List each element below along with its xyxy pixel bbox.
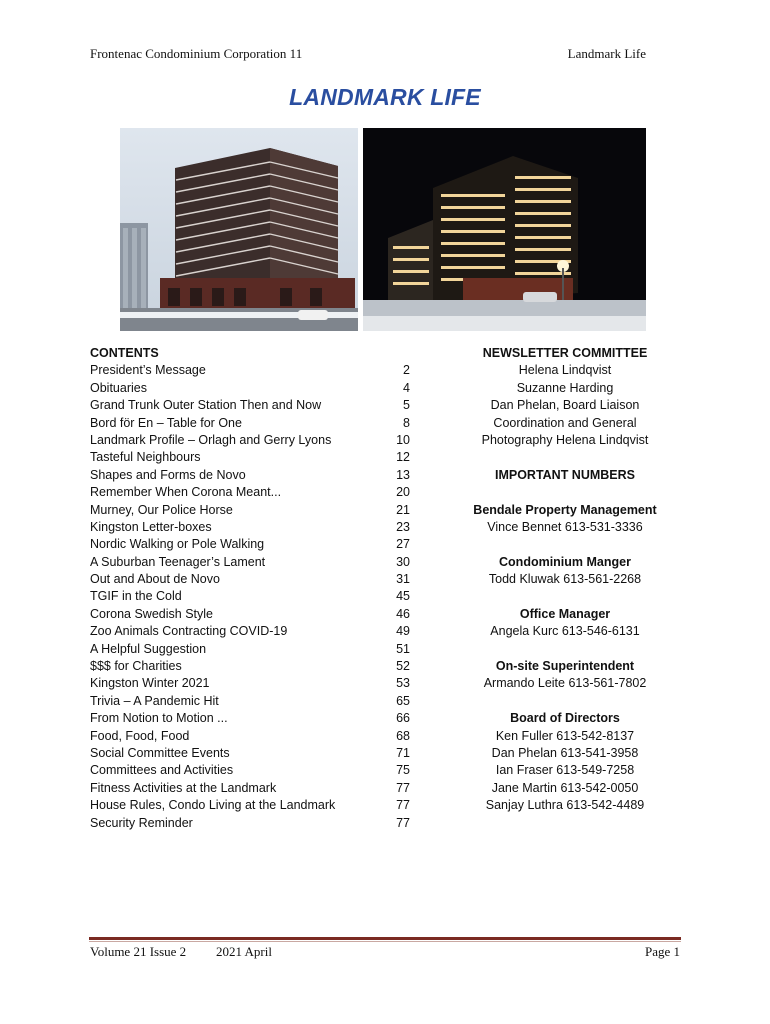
- toc-entry-page: 21: [396, 502, 410, 517]
- toc-entry: [90, 380, 410, 397]
- toc-entry-page: 49: [396, 624, 410, 639]
- footer-page-number: Page 1: [644, 944, 680, 959]
- toc-entry-title: Nordic Walking or Pole Walking: [90, 537, 265, 552]
- property-management-contact: Vince Bennet 613-531-3336: [487, 519, 643, 534]
- toc-entry-page: 65: [396, 693, 410, 708]
- toc-entry-title: A Suburban Teenager’s Lament: [90, 554, 266, 569]
- toc-entry-page: 77: [396, 798, 410, 813]
- toc-entry-title: Bord för En – Table for One: [90, 415, 242, 430]
- board-member: Ken Fuller 613-542-8137: [495, 728, 635, 743]
- toc-entry-page: 52: [396, 659, 410, 674]
- toc-entry: [90, 675, 410, 692]
- toc-entry-title: Social Committee Events: [90, 746, 230, 760]
- toc-entry-title: TGIF in the Cold: [90, 589, 182, 604]
- toc-entry-page: 45: [396, 589, 410, 604]
- toc-entry-page: 27: [396, 537, 410, 552]
- board-member: Dan Phelan 613-541-3958: [491, 745, 639, 760]
- toc-entry-title: House Rules, Condo Living at the Landmark: [90, 798, 336, 813]
- toc-entry-title: $$$ for Charities: [90, 659, 182, 674]
- committee-heading: NEWSLETTER COMMITTEE: [482, 346, 648, 360]
- running-header-left: Frontenac Condominium Corporation 11: [90, 46, 303, 61]
- toc-entry-title: A Helpful Suggestion: [90, 641, 207, 656]
- toc-entry: [90, 432, 410, 449]
- condo-manager-heading: Condominium Manger: [499, 554, 631, 569]
- toc-entry: [90, 641, 410, 658]
- toc-entry-page: 12: [396, 450, 410, 465]
- board-member: Sanjay Luthra 613-542-4489: [485, 798, 645, 813]
- committee-member: Coordination and General: [493, 415, 637, 430]
- building-night-photo: [363, 128, 646, 331]
- superintendent-contact: Armando Leite 613-561-7802: [483, 676, 647, 691]
- toc-entry-page: 51: [396, 641, 410, 656]
- toc-entry-title: Grand Trunk Outer Station Then and Now: [90, 398, 322, 413]
- committee-member: Helena Lindqvist: [518, 363, 612, 378]
- toc-entry-title: Remember When Corona Meant...: [90, 485, 282, 500]
- footer-date: 2021 April: [216, 944, 272, 959]
- toc-entry: [90, 449, 410, 466]
- toc-entry: [90, 571, 410, 588]
- newsletter-committee: [455, 345, 675, 815]
- toc-entry-page: 31: [396, 572, 410, 587]
- toc-entry: [90, 815, 410, 832]
- toc-entry-page: 20: [396, 485, 410, 500]
- toc-entry-title: Tasteful Neighbours: [90, 450, 201, 465]
- toc-entry: [90, 467, 410, 484]
- toc-entry-page: 71: [396, 746, 410, 760]
- toc-entry-title: Kingston Winter 2021: [90, 676, 210, 691]
- toc-entry-title: Fitness Activities at the Landmark: [90, 780, 277, 795]
- building-day-photo: [120, 128, 358, 331]
- superintendent-heading: On-site Superintendent: [495, 659, 635, 674]
- toc-entry-page: 77: [396, 780, 410, 795]
- board-heading: Board of Directors: [510, 711, 620, 726]
- toc-entry: [90, 745, 410, 762]
- toc-entry: [90, 362, 410, 379]
- toc-entry-title: From Notion to Motion ...: [90, 711, 228, 726]
- toc-entry-page: 13: [396, 467, 410, 482]
- toc-entry-title: Corona Swedish Style: [90, 606, 213, 621]
- toc-entry-page: 66: [396, 711, 410, 726]
- toc-entry-title: Trivia – A Pandemic Hit: [90, 693, 219, 708]
- toc-entry-title: Food, Food, Food: [90, 728, 190, 743]
- toc-entry-page: 23: [396, 519, 410, 534]
- toc-entry: [90, 397, 410, 414]
- toc-entry: [90, 588, 410, 605]
- toc-entry-page: 46: [396, 606, 410, 621]
- toc-entry-title: President’s Message: [90, 363, 206, 378]
- toc-entry-page: 77: [396, 815, 410, 830]
- toc-entry: [90, 780, 410, 797]
- toc-entry: [90, 658, 410, 675]
- toc-entry-title: Murney, Our Police Horse: [90, 502, 233, 517]
- toc-entry: [90, 536, 410, 553]
- table-of-contents: [90, 345, 410, 832]
- board-member: Jane Martin 613-542-0050: [491, 780, 639, 795]
- toc-entry-page: 53: [396, 676, 410, 691]
- toc-entry-title: Security Reminder: [90, 815, 193, 830]
- toc-entry-title: Obituaries: [90, 380, 147, 395]
- office-manager-contact: Angela Kurc 613-546-6131: [490, 624, 640, 639]
- board-member: Ian Fraser 613-549-7258: [495, 763, 635, 778]
- toc-entry: [90, 415, 410, 432]
- toc-entry-page: 8: [403, 415, 410, 430]
- toc-entry: [90, 762, 410, 779]
- contents-list: [90, 362, 410, 832]
- toc-entry-page: 68: [396, 728, 410, 743]
- toc-entry-title: Committees and Activities: [90, 763, 234, 778]
- toc-entry-title: Kingston Letter-boxes: [90, 519, 212, 534]
- toc-entry: [90, 554, 410, 571]
- important-numbers-heading: IMPORTANT NUMBERS: [494, 467, 636, 482]
- toc-entry: [90, 606, 410, 623]
- toc-entry: [90, 623, 410, 640]
- toc-entry: [90, 502, 410, 519]
- toc-entry-page: 4: [403, 380, 410, 395]
- toc-entry: [90, 797, 410, 814]
- committee-member: Suzanne Harding: [516, 380, 614, 395]
- toc-entry-title: Landmark Profile – Orlagh and Gerry Lyons: [90, 432, 332, 447]
- footer-rule-thin: [89, 941, 681, 942]
- contents-heading: CONTENTS: [90, 346, 159, 360]
- toc-entry: [90, 519, 410, 536]
- toc-entry-page: 30: [396, 554, 410, 569]
- newsletter-title: LANDMARK LIFE: [289, 84, 481, 110]
- toc-entry-title: Zoo Animals Contracting COVID-19: [90, 624, 288, 639]
- toc-entry: [90, 710, 410, 727]
- toc-entry-title: Shapes and Forms de Novo: [90, 467, 246, 482]
- toc-entry-page: 10: [396, 432, 410, 447]
- toc-entry-page: 2: [403, 363, 410, 378]
- toc-entry: [90, 693, 410, 710]
- toc-entry-title: Out and About de Novo: [90, 572, 220, 587]
- running-header-right: Landmark Life: [567, 46, 646, 61]
- office-manager-heading: Office Manager: [519, 606, 611, 621]
- property-management-heading: Bendale Property Management: [473, 502, 657, 517]
- toc-entry-page: 75: [396, 763, 410, 778]
- condo-manager-contact: Todd Kluwak 613-561-2268: [488, 572, 642, 587]
- footer-volume: Volume 21 Issue 2: [90, 944, 187, 959]
- toc-entry: [90, 484, 410, 501]
- footer-rule: [89, 937, 681, 940]
- toc-entry-page: 5: [403, 398, 410, 413]
- committee-member: Dan Phelan, Board Liaison: [490, 398, 640, 413]
- toc-entry: [90, 728, 410, 745]
- committee-member: Photography Helena Lindqvist: [481, 432, 649, 447]
